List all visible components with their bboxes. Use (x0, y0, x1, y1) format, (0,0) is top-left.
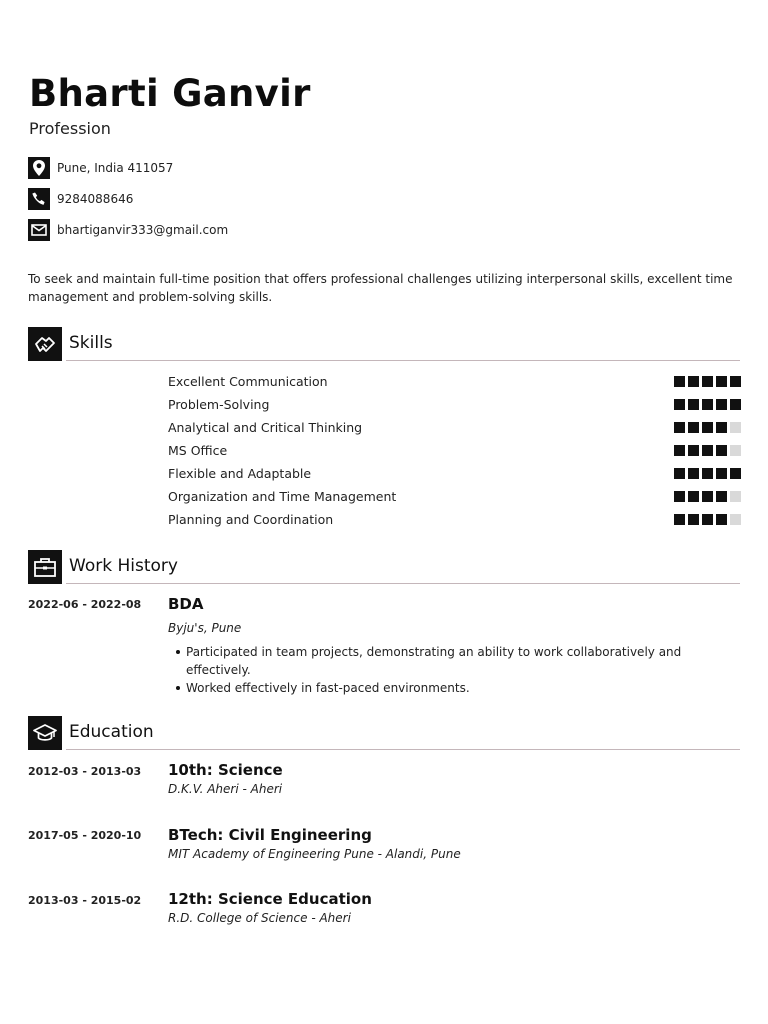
rating-dot (716, 491, 727, 502)
section-divider (66, 360, 740, 361)
rating-dot (688, 445, 699, 456)
rating-dot (716, 445, 727, 456)
rating-dot (716, 468, 727, 479)
work-title: Work History (69, 556, 178, 576)
rating-dot (702, 399, 713, 410)
education-section-header (28, 716, 740, 750)
rating-dot (674, 445, 685, 456)
section-divider (66, 583, 740, 584)
skill-row (168, 442, 741, 458)
address-text: Pune, India 411057 (57, 161, 174, 175)
handshake-icon (28, 327, 62, 361)
rating-dot (674, 514, 685, 525)
education-date: 2012-03 - 2013-03 (28, 765, 142, 778)
graduation-cap-icon (28, 716, 62, 750)
candidate-name: Bharti Ganvir (29, 72, 311, 115)
map-pin-icon (28, 157, 50, 179)
skill-label: Organization and Time Management (168, 488, 397, 504)
rating-dot (702, 376, 713, 387)
rating-dot (688, 514, 699, 525)
rating-dot (730, 514, 741, 525)
list-item: Participated in team projects, demonstrating an ability to work collaboratively and effectively. (186, 643, 726, 679)
skill-row (168, 396, 741, 412)
rating-dot (688, 468, 699, 479)
job-bullets (176, 643, 726, 697)
rating-dot (730, 422, 741, 433)
job-company: Byju's, Pune (168, 621, 242, 635)
rating-dot (730, 399, 741, 410)
education-date: 2017-05 - 2020-10 (28, 829, 142, 842)
skills-title: Skills (69, 333, 113, 353)
briefcase-icon (28, 550, 62, 584)
rating-dot (688, 399, 699, 410)
education-degree: 10th: Science (168, 761, 283, 779)
rating-dot (674, 422, 685, 433)
education-date: 2013-03 - 2015-02 (28, 894, 142, 907)
skill-rating (671, 376, 741, 387)
skills-section-header (28, 327, 740, 361)
skill-row (168, 373, 741, 389)
rating-dot (674, 491, 685, 502)
skill-rating (671, 445, 741, 456)
rating-dot (716, 399, 727, 410)
rating-dot (702, 422, 713, 433)
job-role: BDA (168, 595, 204, 613)
rating-dot (702, 468, 713, 479)
skill-rating (671, 468, 741, 479)
contact-email[interactable] (28, 219, 228, 241)
education-title: Education (69, 722, 154, 742)
rating-dot (702, 491, 713, 502)
skill-label: MS Office (168, 442, 228, 458)
skill-label: Planning and Coordination (168, 511, 334, 527)
education-school: D.K.V. Aheri - Aheri (168, 782, 283, 796)
rating-dot (730, 491, 741, 502)
rating-dot (716, 376, 727, 387)
profession-title: Profession (29, 119, 111, 138)
skill-rating (671, 514, 741, 525)
envelope-icon (28, 219, 50, 241)
education-school: R.D. College of Science - Aheri (168, 911, 351, 925)
skill-rating (671, 399, 741, 410)
rating-dot (674, 468, 685, 479)
skill-label: Problem-Solving (168, 396, 270, 412)
education-school: MIT Academy of Engineering Pune - Alandi, Pune (168, 847, 461, 861)
rating-dot (730, 445, 741, 456)
contact-phone (28, 188, 133, 210)
skill-rating (671, 422, 741, 433)
skill-rating (671, 491, 741, 502)
rating-dot (730, 376, 741, 387)
contact-address (28, 157, 173, 179)
section-divider (66, 749, 740, 750)
email-link[interactable]: bhartiganvir333@gmail.com (57, 223, 229, 237)
phone-text: 9284088646 (57, 192, 134, 206)
rating-dot (688, 422, 699, 433)
skill-row (168, 419, 741, 435)
rating-dot (716, 514, 727, 525)
objective-summary: To seek and maintain full-time position that offers professional challenges utilizing interpersonal skills, excellent time management and problem-solving skills. (28, 272, 733, 304)
rating-dot (688, 491, 699, 502)
skill-row (168, 511, 741, 527)
rating-dot (702, 445, 713, 456)
rating-dot (730, 468, 741, 479)
list-item: Worked effectively in fast-paced environments. (186, 679, 726, 697)
skill-row (168, 465, 741, 481)
rating-dot (688, 376, 699, 387)
education-degree: 12th: Science Education (168, 890, 372, 908)
rating-dot (674, 399, 685, 410)
education-degree: BTech: Civil Engineering (168, 826, 372, 844)
skill-row (168, 488, 741, 504)
skill-label: Excellent Communication (168, 373, 328, 389)
phone-icon (28, 188, 50, 210)
rating-dot (674, 376, 685, 387)
rating-dot (702, 514, 713, 525)
work-section-header (28, 550, 740, 584)
rating-dot (716, 422, 727, 433)
skill-label: Flexible and Adaptable (168, 465, 312, 481)
job-date: 2022-06 - 2022-08 (28, 598, 142, 611)
skill-label: Analytical and Critical Thinking (168, 419, 363, 435)
